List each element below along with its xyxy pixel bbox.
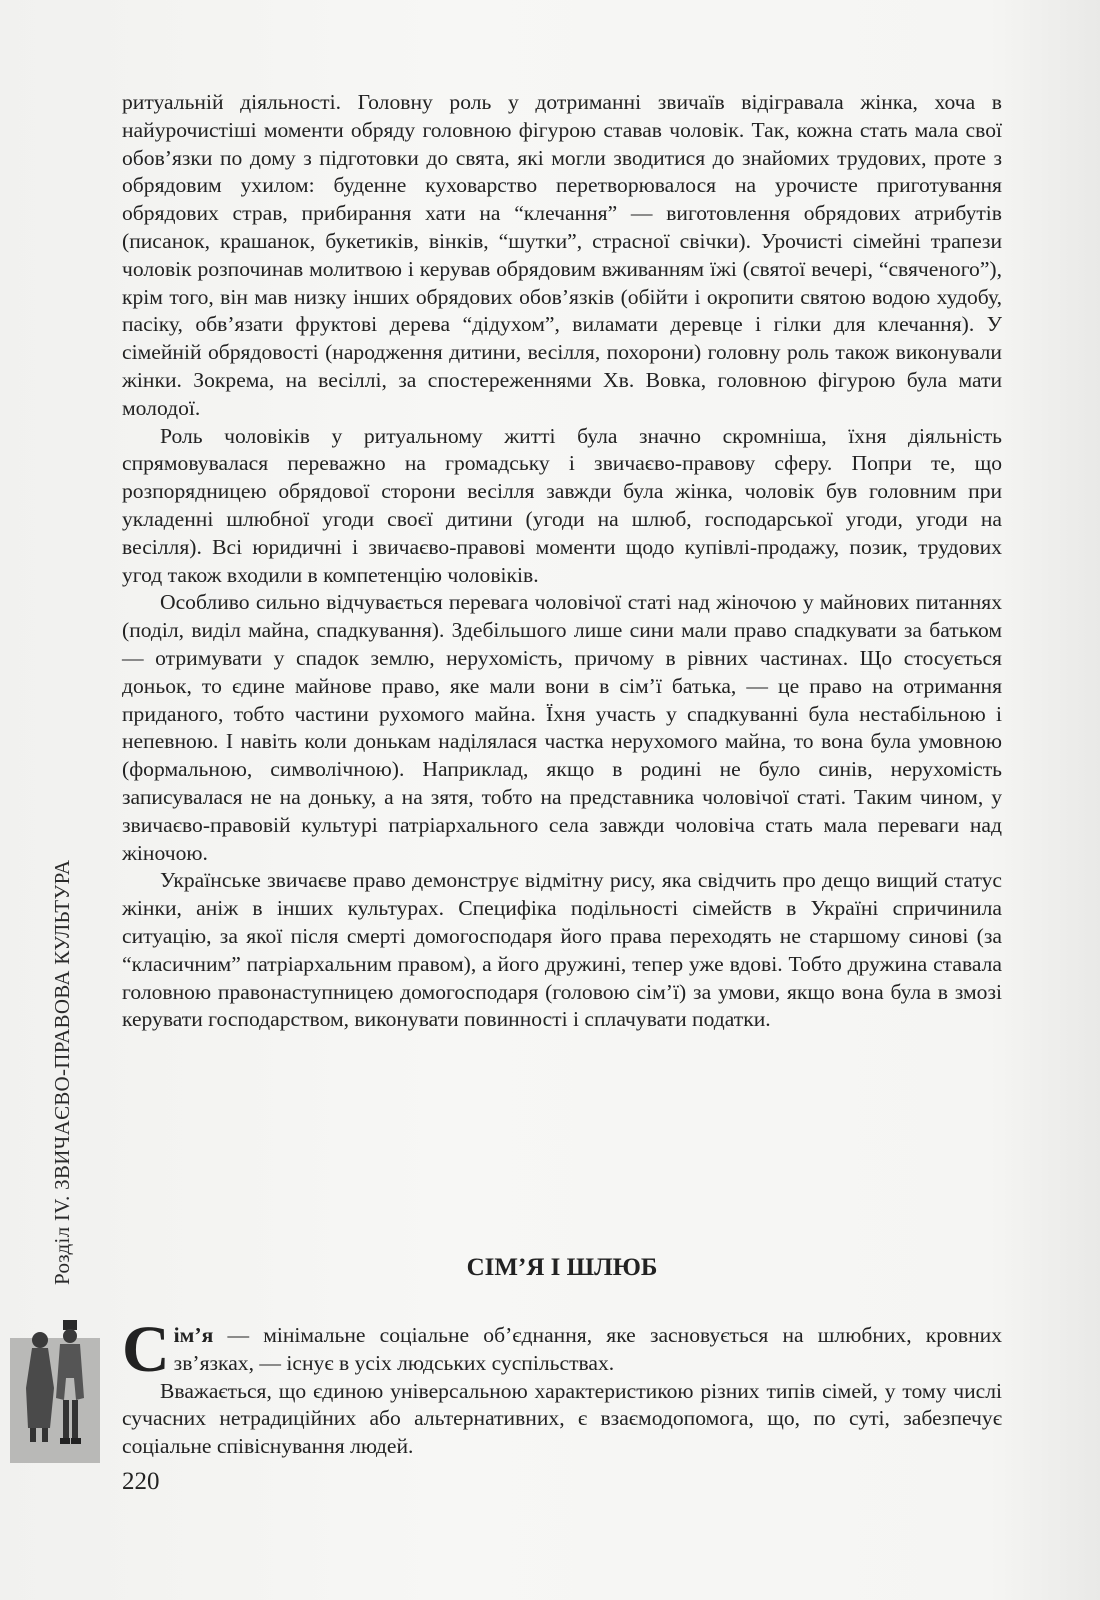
lead-text: — мінімальне соціальне об’єднання, яке засновується на шлюбних, кровних зв’язках, — існує в усіх людських суспільствах.	[173, 1323, 1002, 1375]
section-title: СІМ’Я І ШЛЮБ	[466, 1254, 658, 1281]
page-number: 220	[122, 1468, 160, 1495]
main-text	[122, 89, 1002, 1034]
paragraph: ритуальній діяльності. Головну роль у дотриманні звичаїв відігравала жінка, хоча в найурочистіші моменти обряду головною фігурою ставав чоловік. Так, кожна стать мала свої обов’язки по дому з підготовки до свята, які могли зводитися до знайомих трудових, проте з обрядовим ухилом: буденне куховарство перетворювалося на урочисте приготування обрядових страв, прибирання хати на “клечання” — виготовлення обрядових атрибутів (писанок, крашанок, букетиків, вінків, “шутки”, страсної свічки). Урочисті сімейні трапези чоловік розпочинав молитвою і керував обрядовим вживанням їжі (святої вечері, “свяченого”), крім того, він мав низку інших обрядових обов’язків (обійти і окропити святою водою худобу, пасіку, обв’язати фруктові дерева “дідухом”, виламати деревце і гілки для клечання). У сімейній обрядовості (народження дитини, весілля, похорони) головну роль також виконували жінки. Зокрема, на весіллі, за спостереженнями Хв. Вовка, головною фігурою була мати молодої.	[122, 90, 1002, 420]
lead-term: ім’я	[173, 1323, 214, 1347]
section-lead-paragraph	[122, 1313, 1002, 1386]
paragraph: Українське звичаєве право демонструє відмітну рису, яка свідчить про дещо вищий статус жінки, аніж в інших культурах. Специфіка подільності сімейств в Україні спричинила ситуацію, за якої після смерті домогосподаря його права переходять не старшому синові (за “класичним” патріархальним правом), а його дружині, тепер уже вдові. Тобто дружина ставала головною правонаступницею домогосподаря (головою сім’ї) за умови, якщо вона була в змозі керувати господарством, виконувати повинності і сплачувати податки.	[122, 868, 1002, 1032]
paragraph: Вважається, що єдиною універсальною характеристикою різних типів сімей, у тому числі сучасних нетрадиційних або альтернативних, є взаємодопомога, що, по суті, забезпечує соціальне співіснування людей.	[122, 1378, 1002, 1459]
paragraph: Роль чоловіків у ритуальному житті була значно скромніша, їхня діяльність спрямовувалася переважно на громадську і звичаєво-правову сферу. Попри те, що розпорядницею обрядової сторони весілля завжди була жінка, чоловік був головним при укладенні шлюбної угоди своєї дитини (угоди на шлюб, господарської угоди, угоди на весілля). Всі юридичні і звичаєво-правові моменти щодо купівлі-продажу, позик, трудових угод також входили в компетенцію чоловіків.	[122, 423, 1002, 587]
section-text	[122, 1313, 1002, 1461]
folk-couple-illustration-icon	[10, 1318, 100, 1463]
drop-cap: С	[122, 1313, 170, 1386]
chapter-side-title: Розділ IV. ЗВИЧАЄВО-ПРАВОВА КУЛЬТУРА	[50, 859, 74, 1285]
paragraph: Особливо сильно відчувається перевага чоловічої статі над жіночою у майнових питаннях (поділ, виділ майна, спадкування). Здебільшого лише сини мали право спадкувати за батьком — отримувати у спадок землю, нерухомість, причому в рівних частинах. Що стосується доньок, то єдине майнове право, яке мали вони в сім’ї батька, — це право на отримання приданого, тобто частини рухомого майна. Їхня участь у спадкуванні була нестабільною і непевною. І навіть коли донькам наділялася частка нерухомого майна, то вона була умовною (формальною, символічною). Наприклад, якщо в родині не було синів, нерухомість записувалася не на доньку, а на зятя, тобто на представника чоловічої статі. Таким чином, у звичаєво-правовій культурі патріархального села завжди чоловіча стать мала переваги над жіночою.	[122, 590, 1002, 865]
